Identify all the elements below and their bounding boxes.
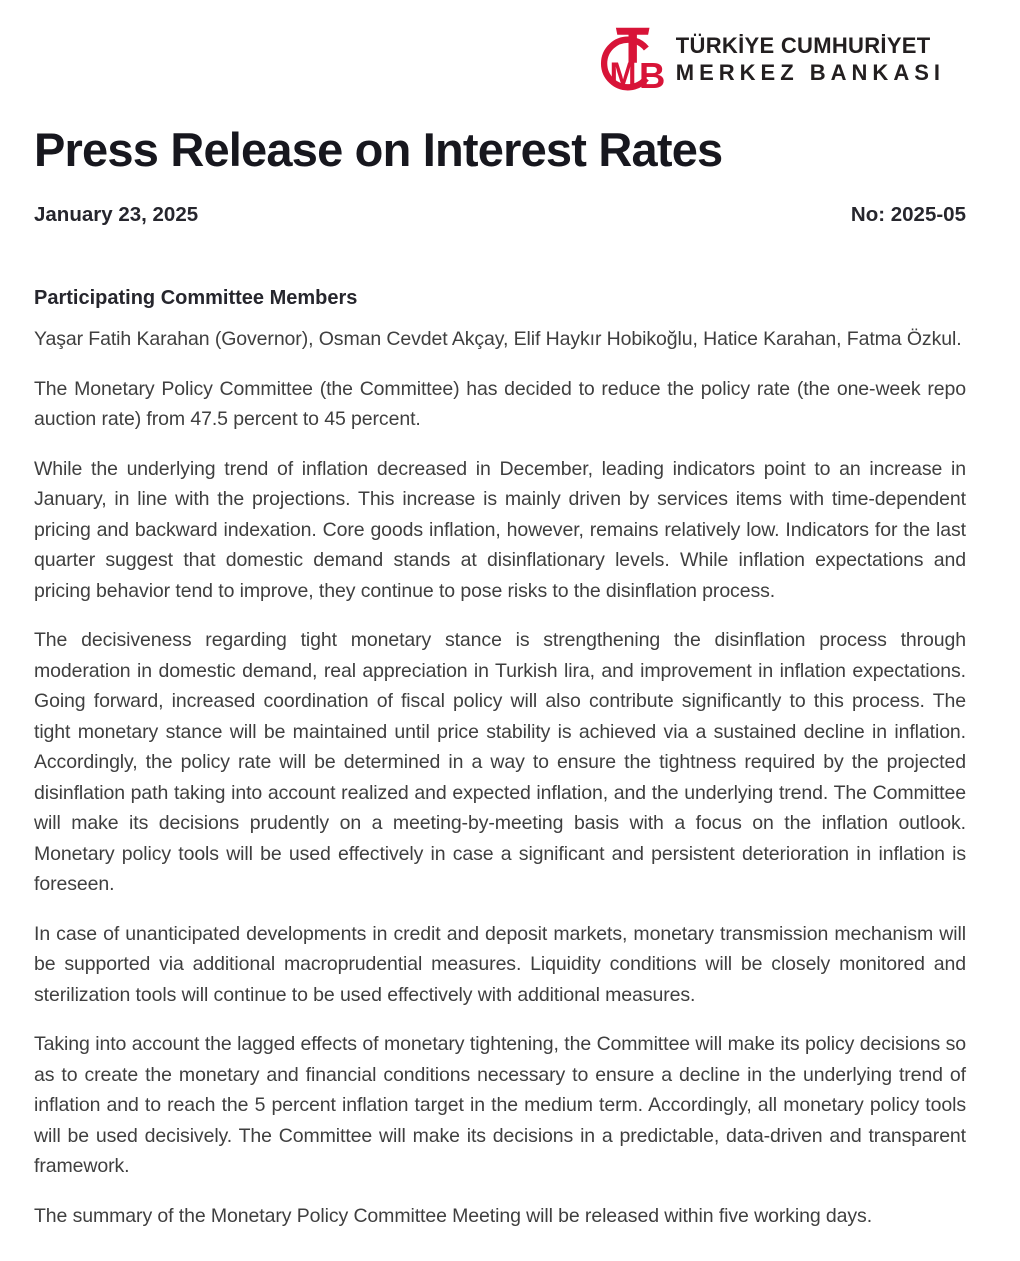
svg-text:M: M	[609, 56, 637, 93]
paragraph-monetary-stance: The decisiveness regarding tight monetary stance is strengthening the disinflation process through moderation in domestic demand, real appreciation in Turkish lira, and improvement in inflation expectations. Going forward, increased coordination of fiscal policy will also contribute significantly to this process. The tight monetary stance will be maintained until price stability is achieved via a sustained decline in inflation. Accordingly, the policy rate will be determined in a way to ensure the tightness required by the projected disinflation path taking into account realized and expected inflation, and the underlying trend. The Committee will make its decisions prudently on a meeting-by-meeting basis with a focus on the inflation outlook. Monetary policy tools will be used effectively in case a significant and persistent deterioration in inflation is foreseen.	[34, 629, 966, 896]
tcmb-logo-wordmark	[676, 33, 945, 87]
paragraph-summary-release: The summary of the Monetary Policy Committee Meeting will be released within five working days.	[34, 1204, 873, 1227]
meta-row	[34, 203, 966, 227]
paragraph-lagged-effects: Taking into account the lagged effects of monetary tightening, the Committee will make its policy decisions so as to create the monetary and financial conditions necessary to ensure a decline in the underlying trend of inflation and to reach the 5 percent inflation target in the medium term. Accordingly, all monetary policy tools will be used decisively. The Committee will make its decisions in a predictable, data-driven and transparent framework.	[34, 1033, 966, 1178]
tcmb-logo	[597, 24, 945, 96]
logo-line-1: TÜRKİYE CUMHURİYET	[675, 33, 931, 59]
page-title: Press Release on Interest Rates	[34, 123, 723, 176]
participants-paragraph: Yaşar Fatih Karahan (Governor), Osman Cevdet Akçay, Elif Haykır Hobikoğlu, Hatice Karahan, Fatma Özkul.	[34, 328, 962, 351]
svg-text:B: B	[638, 55, 666, 96]
release-date: January 23, 2025	[34, 203, 199, 227]
paragraph-policy-rate-decision: The Monetary Policy Committee (the Committee) has decided to reduce the policy rate (the one-week repo auction rate) from 47.5 percent to 45 percent.	[34, 377, 966, 431]
participants-heading: Participating Committee Members	[34, 287, 358, 310]
release-number: No: 2025-05	[850, 203, 966, 227]
logo-line-2: MERKEZ BANKASI	[675, 60, 945, 85]
tcmb-logo-mark-icon	[597, 24, 667, 96]
paragraph-inflation-trend: While the underlying trend of inflation decreased in December, leading indicators point to an increase in January, in line with the projections. This increase is mainly driven by services items with time-dependent pricing and backward indexation. Core goods inflation, however, remains relatively low. Indicators for the last quarter suggest that domestic demand stands at disinflationary levels. While inflation expectations and pricing behavior tend to improve, they continue to pose risks to the disinflation process.	[34, 457, 966, 602]
paragraph-credit-deposit-markets: In case of unanticipated developments in credit and deposit markets, monetary transmission mechanism will be supported via additional macroprudential measures. Liquidity conditions will be closely monitored and sterilization tools will continue to be used effectively with additional measures.	[34, 922, 966, 1006]
